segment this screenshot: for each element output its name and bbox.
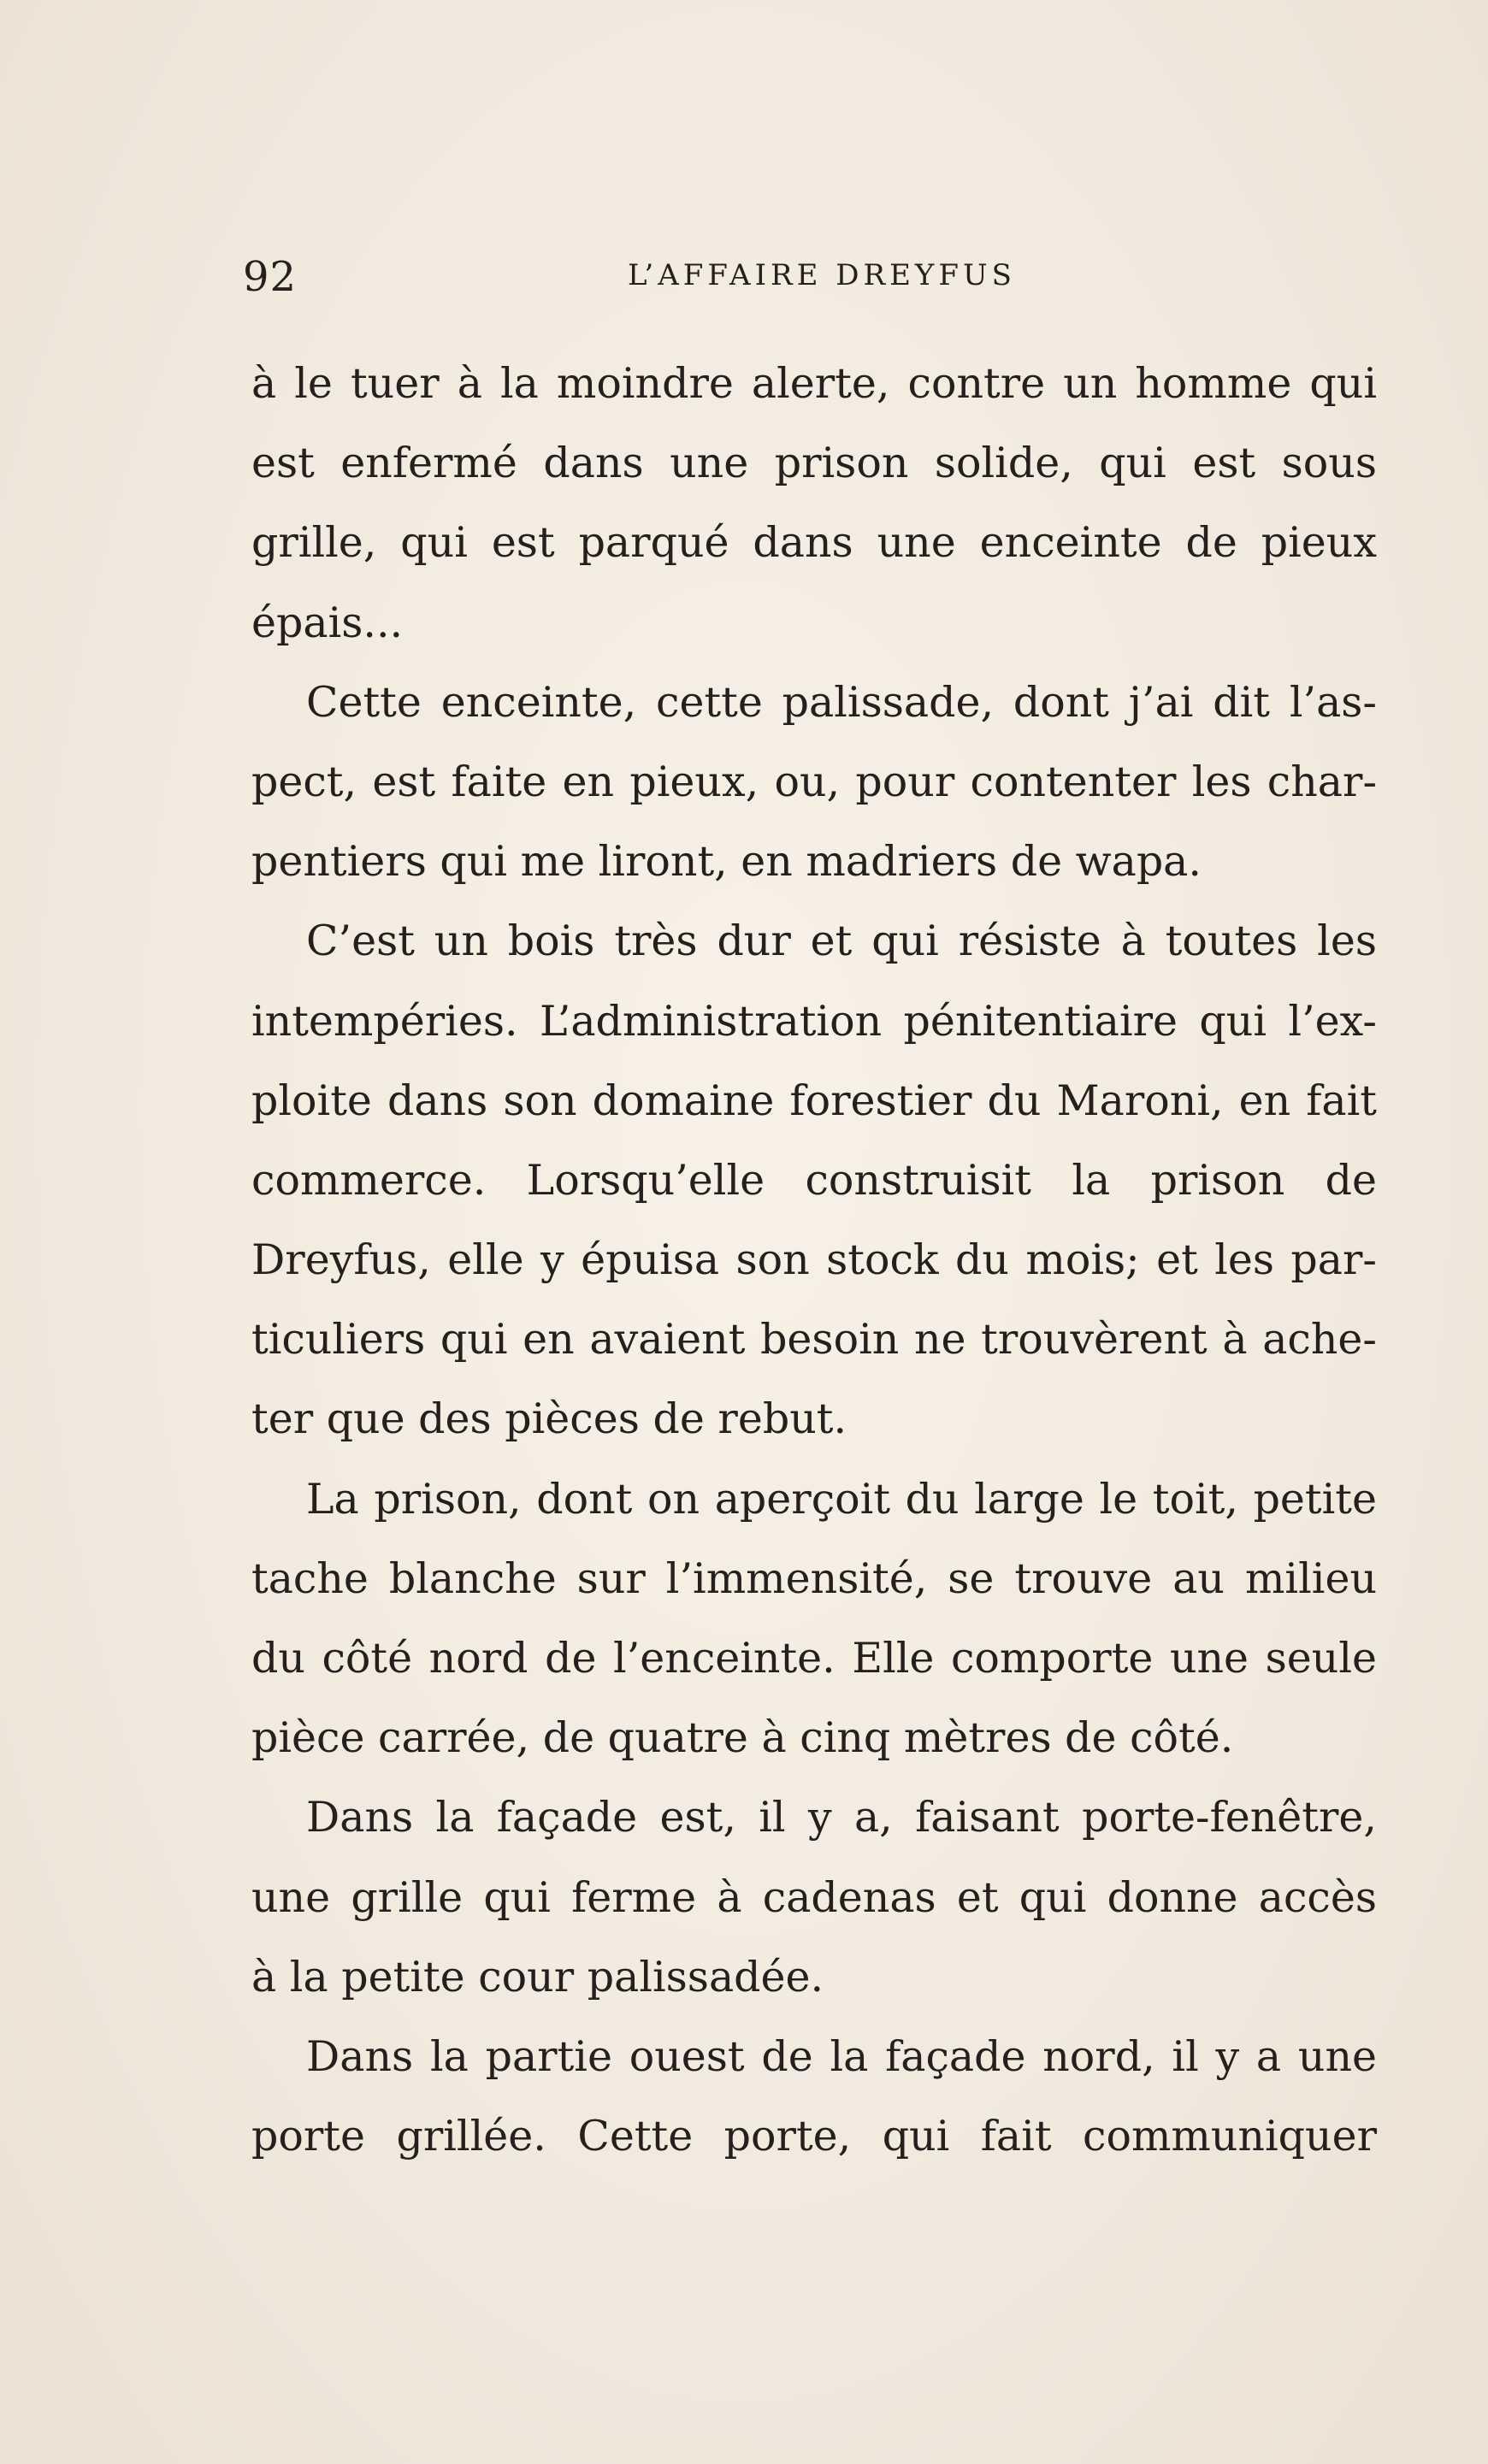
text-line: à le tuer à la moindre alerte, contre un homme qui: [251, 359, 1377, 408]
text-line: du côté nord de l’enceinte. Elle comporte une seule: [251, 1634, 1377, 1683]
text-line: tache blanche sur l’immensité, se trouve au milieu: [251, 1553, 1377, 1603]
text-line: Dans la façade est, il y a, faisant porte-fenêtre,: [306, 1793, 1377, 1842]
running-head: L’AFFAIRE DREYFUS: [628, 258, 1016, 292]
text-line: porte grillée. Cette porte, qui fait communiquer: [251, 2112, 1377, 2161]
text-line: C’est un bois très dur et qui résiste à toutes les: [306, 917, 1377, 966]
text-line: Cette enceinte, cette palissade, dont j’ai dit l’as-: [306, 677, 1377, 727]
text-line: ter que des pièces de rebut.: [251, 1394, 847, 1444]
text-line: commerce. Lorsqu’elle construisit la prison de: [251, 1155, 1377, 1205]
text-line: Dreyfus, elle y épuisa son stock du mois; et les par-: [251, 1235, 1377, 1285]
text-line: une grille qui ferme à cadenas et qui donne accès: [251, 1872, 1377, 1922]
body-text: [251, 344, 1377, 2176]
text-line: épais...: [251, 598, 404, 647]
text-line: La prison, dont on aperçoit du large le toit, petite: [306, 1474, 1377, 1524]
text-line: pièce carrée, de quatre à cinq mètres de côté.: [251, 1713, 1234, 1763]
text-line: intempéries. L’administration pénitentiaire qui l’ex-: [251, 996, 1377, 1046]
text-line: est enfermé dans une prison solide, qui est sous: [251, 439, 1377, 488]
text-line: Dans la partie ouest de la façade nord, il y a une: [306, 2031, 1377, 2081]
page-number: 92: [243, 253, 298, 301]
page-header: [243, 253, 1380, 304]
text-line: grille, qui est parqué dans une enceinte de pieux: [251, 518, 1377, 568]
text-line: ticuliers qui en avaient besoin ne trouvèrent à ache-: [251, 1315, 1377, 1365]
text-line: ploite dans son domaine forestier du Maroni, en fait: [251, 1076, 1377, 1125]
text-line: à la petite cour palissadée.: [251, 1952, 824, 2001]
text-line: pentiers qui me liront, en madriers de wapa.: [251, 837, 1202, 887]
text-line: pect, est faite en pieux, ou, pour contenter les char-: [251, 757, 1377, 806]
